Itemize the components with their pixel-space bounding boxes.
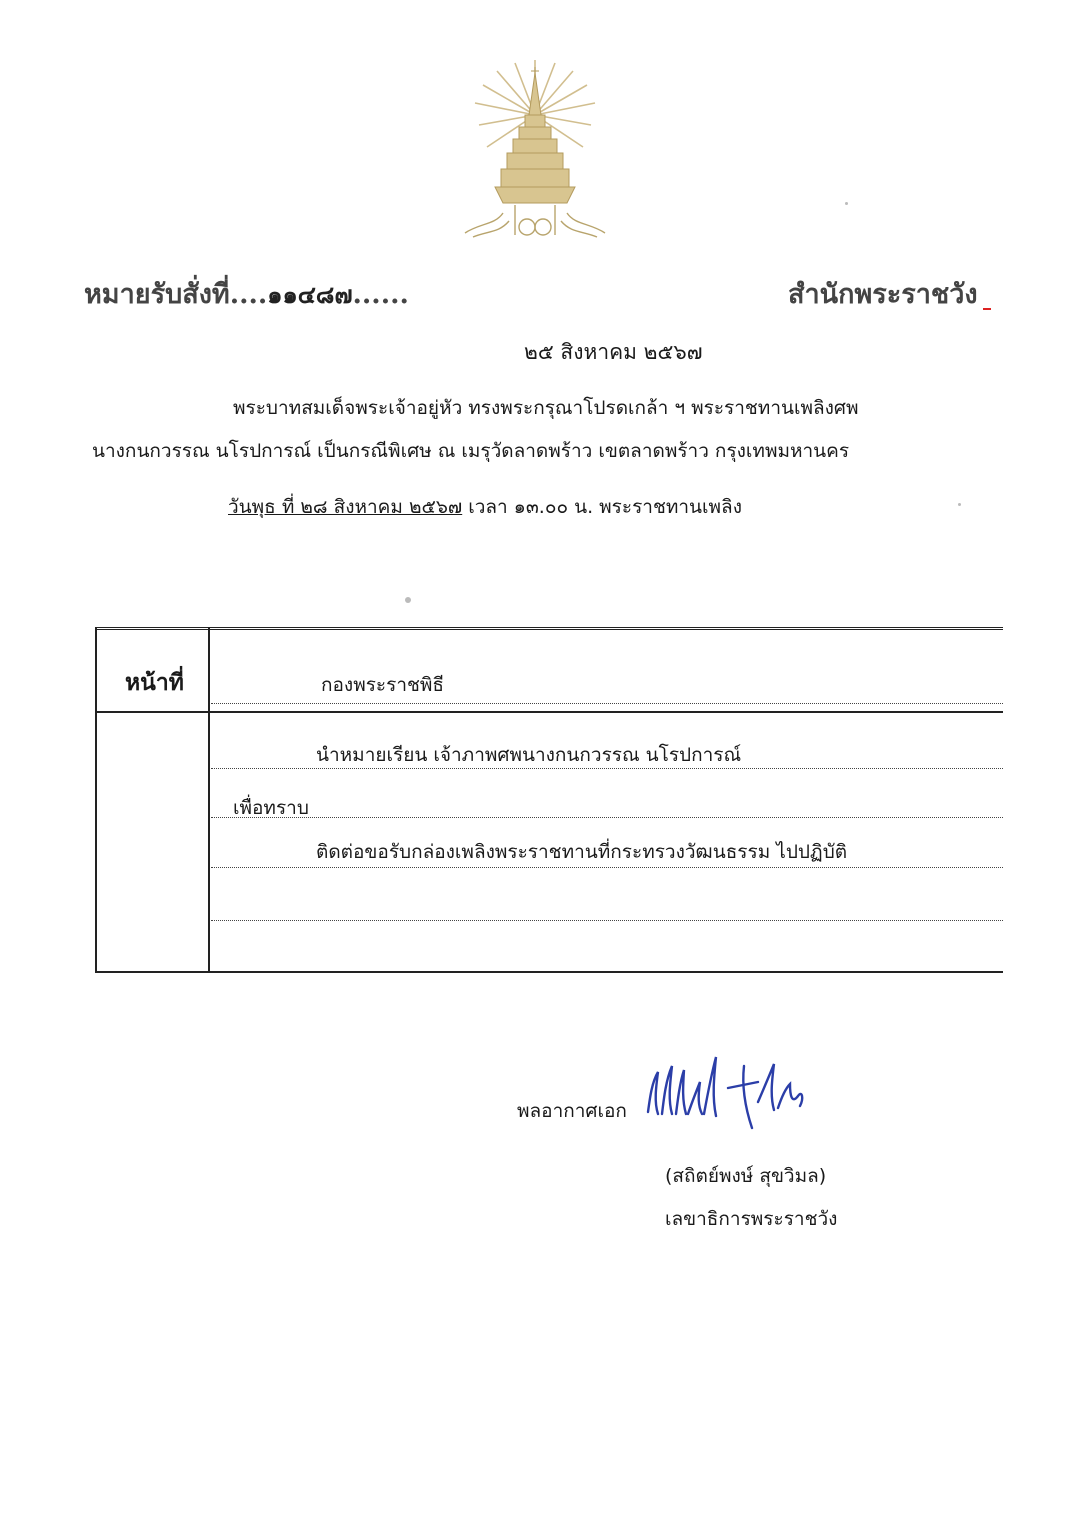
table-left-border <box>95 627 97 973</box>
duty-row-2: เพื่อทราบ <box>233 797 309 819</box>
duty-row-3: ติดต่อขอรับกล่องเพลิงพระราชทานที่กระทรวงวัฒนธรรม ไปปฏิบัติ <box>316 841 848 863</box>
duty-table <box>95 627 1003 973</box>
handwritten-signature <box>640 1052 815 1132</box>
schedule-date: วันพุธ ที่ ๒๘ สิงหาคม ๒๕๖๗ <box>228 496 463 518</box>
dotted-line <box>211 768 1003 769</box>
order-label: หมายรับสั่งที่ <box>84 279 230 310</box>
order-dots-after: ...... <box>352 279 409 310</box>
order-dots-before: .... <box>229 279 268 310</box>
schedule-line <box>228 492 742 522</box>
scan-speck <box>845 202 848 205</box>
duty-row-1: นำหมายเรียน เจ้าภาพศพนางกนกวรรณ นโรปการณ์ <box>316 744 742 766</box>
schedule-time: เวลา ๑๓.๐๐ น. พระราชทานเพลิง <box>462 496 742 518</box>
table-top-border <box>95 627 1003 630</box>
scan-speck <box>958 503 961 506</box>
table-bottom-border <box>95 971 1003 973</box>
dotted-line <box>211 817 1003 818</box>
dotted-line <box>211 867 1003 868</box>
signatory-rank: พลอากาศเอก <box>517 1100 627 1122</box>
table-column-divider <box>208 627 210 973</box>
body-line-2: นางกนกวรรณ นโรปการณ์ เป็นกรณีพิเศษ ณ เมรุวัดลาดพร้าว เขตลาดพร้าว กรุงเทพมหานคร <box>92 440 850 462</box>
signatory-position: เลขาธิการพระราชวัง <box>665 1208 838 1230</box>
department-name: กองพระราชพิธี <box>321 674 445 696</box>
dotted-line <box>211 703 1003 704</box>
order-heading <box>84 272 409 315</box>
red-mark <box>983 308 991 310</box>
order-number: ๑๑๔๘๗ <box>267 280 353 309</box>
issuer-heading: สำนักพระราชวัง <box>788 279 978 310</box>
body-line-1: พระบาทสมเด็จพระเจ้าอยู่หัว ทรงพระกรุณาโปรดเกล้า ฯ พระราชทานเพลิงศพ <box>233 397 859 419</box>
table-header-divider <box>95 711 1003 713</box>
royal-emblem-icon <box>455 55 615 245</box>
dotted-line <box>211 920 1003 921</box>
document-date: ๒๕ สิงหาคม ๒๕๖๗ <box>524 340 703 364</box>
duty-label: หน้าที่ <box>125 669 184 696</box>
scan-speck <box>405 597 411 603</box>
signatory-name: (สถิตย์พงษ์ สุขวิมล) <box>665 1165 827 1187</box>
